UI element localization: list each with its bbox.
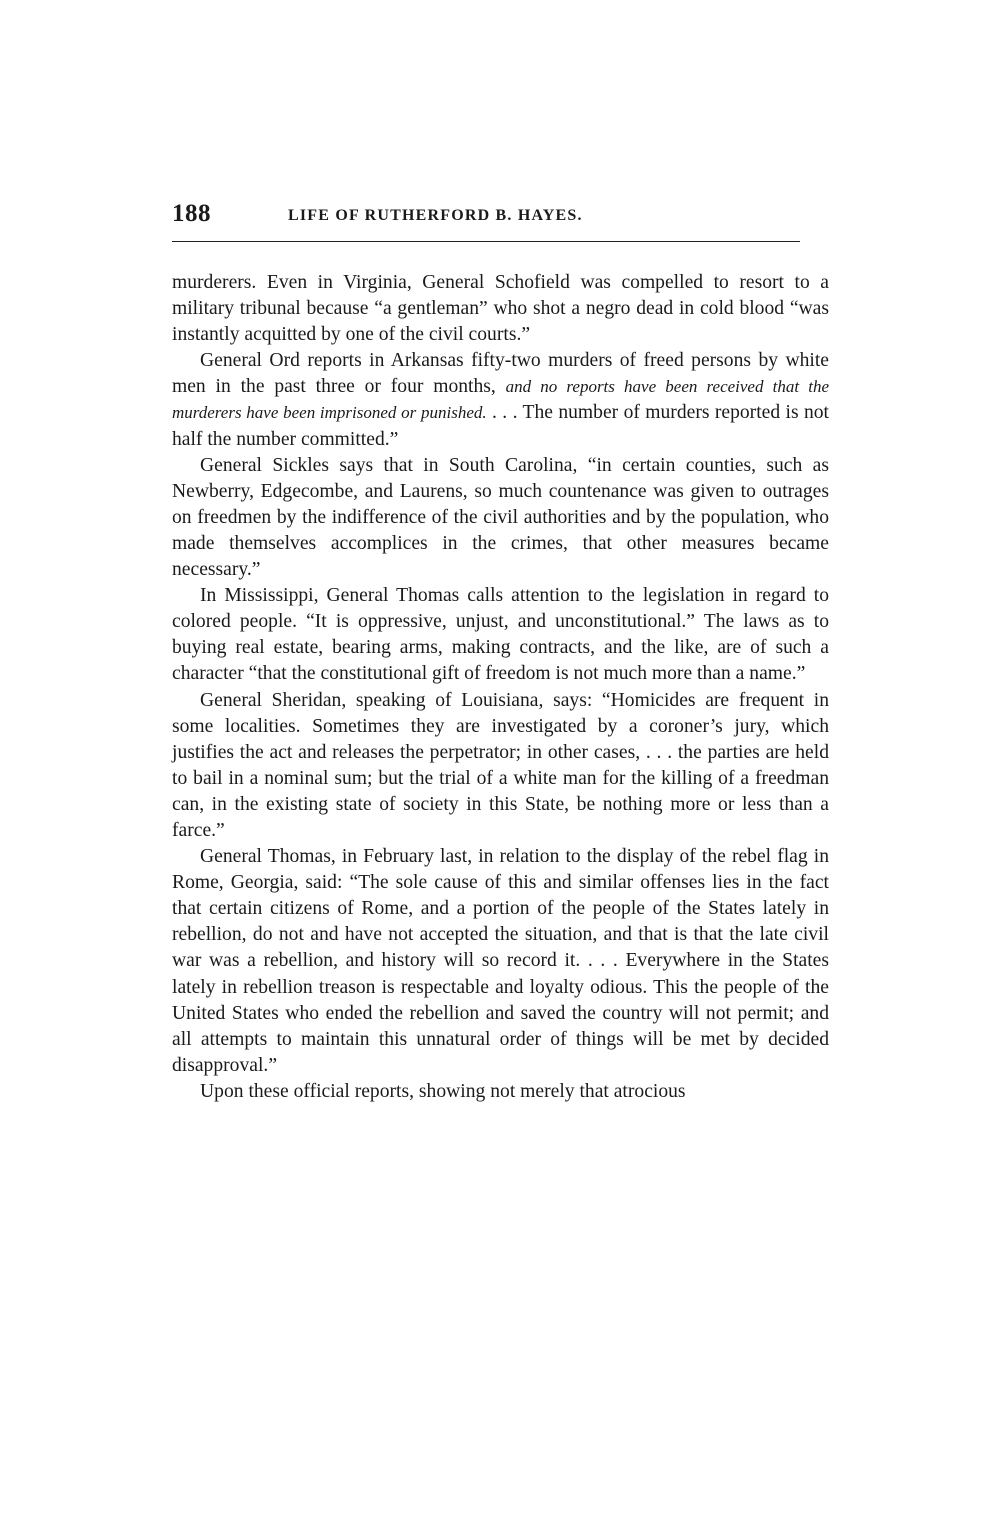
body-text (172, 270, 829, 1105)
header-rule (172, 241, 800, 242)
paragraph-sickles: General Sickles says that in South Carolina, “in certain counties, such as Newberry, Edgecombe, and Laurens, so much countenance was given to outrages on freedmen by the indifference of the civil authorities and by the population, who made themselves accomplices in the crimes, that other measures became necessary.” (172, 454, 829, 581)
paragraph-continuation: murderers. Even in Virginia, General Schofield was compelled to resort to a military tribunal because “a gentleman” who shot a negro dead in cold blood “was instantly acquitted by one of the civil courts.” (172, 272, 829, 346)
paragraph-text: General Ord reports in Arkansas fifty-two murders of freed persons by white men in the past three or four months, (172, 350, 829, 398)
running-title: LIFE OF RUTHERFORD B. HAYES. (288, 207, 583, 224)
page-number: 188 (172, 200, 211, 227)
paragraph-mississippi: In Mississippi, General Thomas calls attention to the legislation in regard to colored people. “It is oppressive, unjust, and unconstitutional.” The laws as to buying real estate, bearing arms, making contracts, and the like, are of such a character “that the constitutional gift of freedom is not much more than a name.” (172, 585, 829, 685)
running-head (172, 200, 800, 240)
paragraph-official-reports: Upon these official reports, showing not merely that atrocious (200, 1080, 686, 1102)
paragraph-thomas-rome: General Thomas, in February last, in relation to the display of the rebel flag in Rome, Georgia, said: “The sole cause of this and similar offenses lies in the fact that certain citizens of Rome, and a portion of the people of the States lately in rebellion, do not and have not accepted the situation, and that is that the late civil war was a rebellion, and history will so record it. . . . Everywhere in the States lately in rebellion treason is respectable and loyalty odious. This the people of the United States who ended the rebellion and saved the country will not permit; and all attempts to maintain this unnatural order of things will be met by decided disapproval.” (172, 846, 829, 1076)
paragraph-sheridan: General Sheridan, speaking of Louisiana, says: “Homicides are frequent in some localities. Sometimes they are investigated by a coroner’s jury, which justifies the act and releases the perpetrator; in other cases, . . . the parties are held to bail in a nominal sum; but the trial of a white man for the killing of a freedman can, in the existing state of society in this State, be nothing more or less than a farce.” (172, 689, 829, 841)
italic-quote: and no reports have been received that the murderers have been imprisoned or punished. (172, 377, 829, 423)
paragraph-ord (172, 348, 829, 452)
paragraph-text: . . . The number of murders reported is not half the number committed.” (172, 402, 829, 450)
